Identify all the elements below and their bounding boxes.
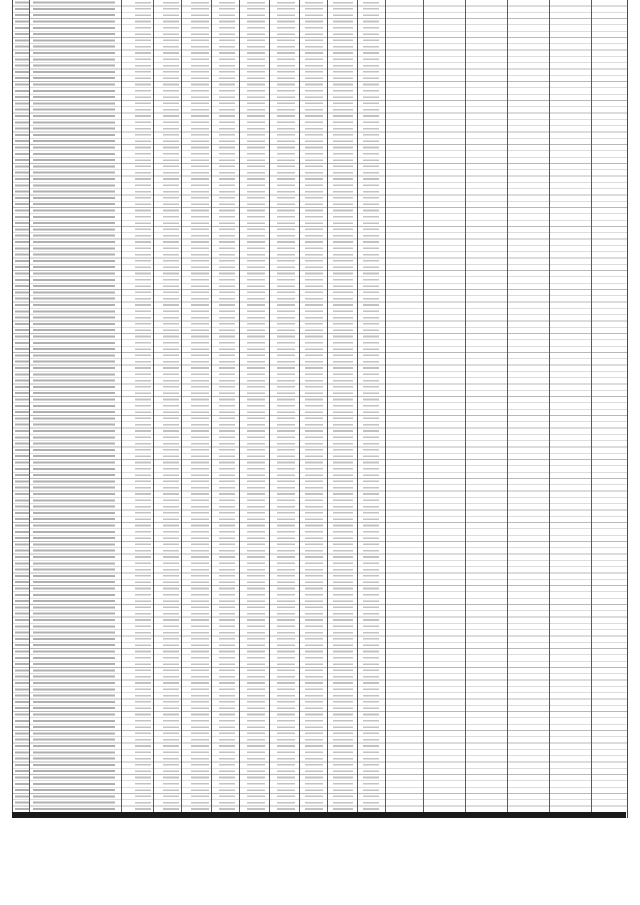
- values-column-4: [219, 0, 235, 818]
- budget-table: [12, 0, 628, 818]
- values-column-5: [247, 0, 265, 818]
- values-column-6: [277, 0, 295, 818]
- column-divider: [385, 0, 386, 818]
- column-divider: [29, 0, 30, 818]
- column-divider: [181, 0, 182, 818]
- column-divider: [465, 0, 466, 818]
- column-divider: [211, 0, 212, 818]
- values-column-2: [163, 0, 179, 818]
- row-codes-column: [15, 0, 29, 818]
- column-divider: [327, 0, 328, 818]
- values-column-1: [135, 0, 151, 818]
- column-divider: [591, 0, 592, 818]
- values-column-7: [305, 0, 323, 818]
- column-divider: [269, 0, 270, 818]
- column-divider: [121, 0, 122, 818]
- column-divider: [357, 0, 358, 818]
- column-divider: [507, 0, 508, 818]
- column-divider: [423, 0, 424, 818]
- column-divider: [239, 0, 240, 818]
- column-divider: [153, 0, 154, 818]
- values-column-3: [191, 0, 209, 818]
- table-total-row: [12, 812, 626, 818]
- row-names-column: [33, 0, 115, 818]
- values-column-8: [333, 0, 353, 818]
- column-divider: [549, 0, 550, 818]
- values-column-9: [363, 0, 379, 818]
- column-divider: [299, 0, 300, 818]
